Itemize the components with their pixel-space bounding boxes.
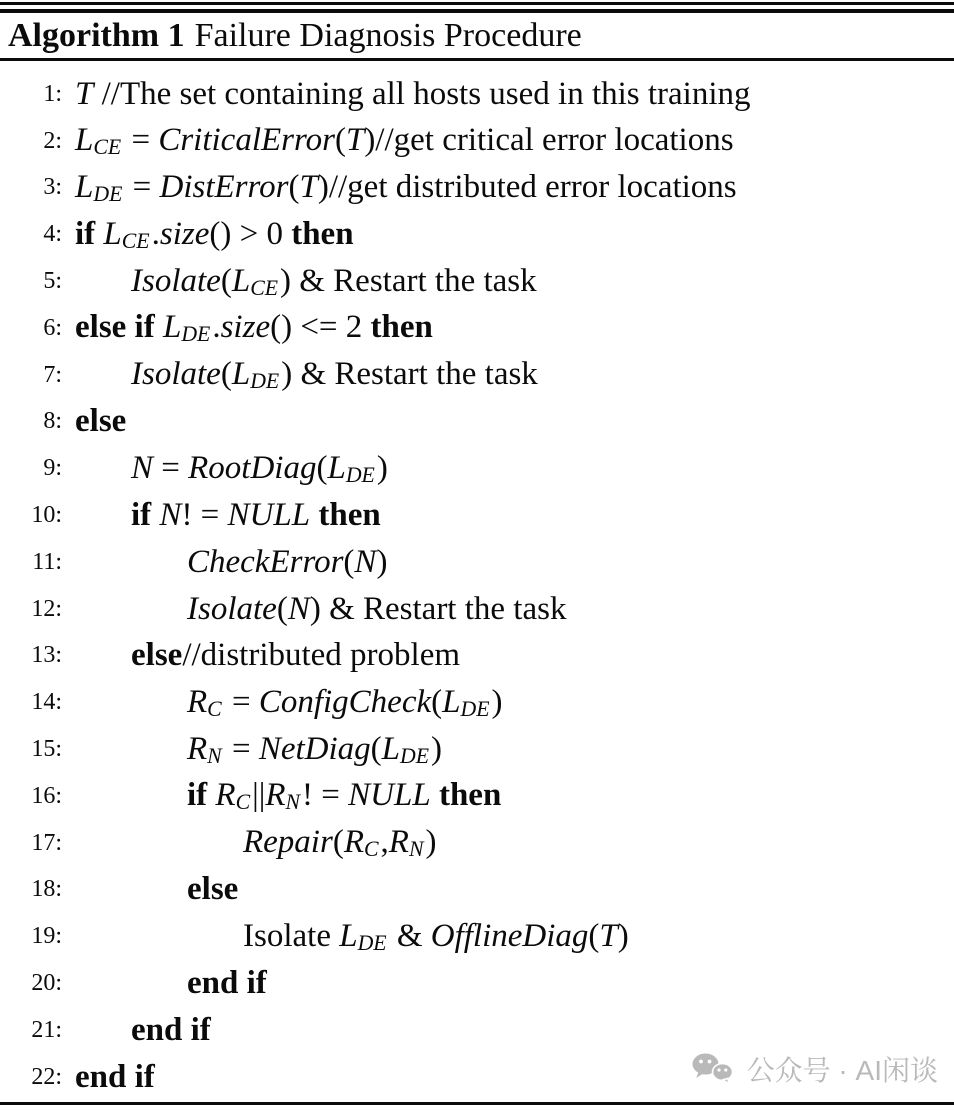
code-segment: () > 0 — [209, 215, 292, 252]
line-code — [75, 591, 566, 628]
line-code — [75, 263, 537, 301]
code-segment: ) — [617, 917, 629, 954]
code-segment: ( — [332, 824, 344, 861]
line-code — [75, 450, 388, 488]
code-segment: ! = — [181, 497, 228, 534]
wechat-icon — [691, 1052, 735, 1086]
code-segment: DE — [181, 322, 211, 347]
code-segment: if — [187, 777, 216, 814]
line-number: 3: — [43, 174, 62, 201]
code-segment: ( — [288, 169, 300, 206]
code-segment: Isolate — [131, 356, 221, 393]
line-code — [75, 731, 442, 769]
line-number: 18: — [31, 876, 62, 903]
algorithm-line — [0, 539, 954, 586]
line-number: 9: — [43, 455, 62, 482]
code-segment: & — [388, 917, 431, 954]
watermark-text: 公众号 · AI闲谈 — [746, 1055, 938, 1086]
line-number: 2: — [43, 127, 62, 154]
line-number: 11: — [32, 548, 62, 575]
code-segment: end if — [75, 1058, 155, 1095]
code-segment: L — [231, 356, 251, 393]
code-segment: N — [354, 543, 377, 580]
code-segment: end if — [187, 965, 267, 1002]
algorithm-label: Algorithm 1 — [8, 16, 185, 54]
code-segment: DE — [400, 743, 430, 768]
code-segment: Isolate — [131, 262, 221, 299]
code-segment: L — [339, 917, 358, 954]
code-segment: = — [124, 169, 160, 206]
code-segment: //The set containing all hosts used in this training — [93, 75, 751, 112]
line-code — [75, 965, 267, 1002]
line-code — [75, 1059, 155, 1096]
code-segment: R — [187, 683, 208, 720]
line-code — [75, 497, 381, 534]
line-code — [75, 1012, 211, 1049]
algorithm-line — [0, 211, 954, 258]
code-segment: OfflineDiag — [430, 917, 589, 954]
algorithm-line — [0, 71, 954, 118]
code-segment: C — [235, 790, 251, 815]
algorithm-line — [0, 118, 954, 165]
line-code — [75, 356, 538, 394]
code-segment: () <= 2 — [270, 309, 371, 346]
algorithm-line — [0, 445, 954, 492]
algorithm-line — [0, 1007, 954, 1054]
line-code — [75, 777, 501, 815]
code-segment: DE — [93, 181, 123, 206]
line-number: 19: — [31, 923, 62, 950]
line-number: 15: — [31, 736, 62, 763]
code-segment: R — [388, 824, 409, 861]
code-segment: ) — [376, 449, 388, 486]
code-segment: ConfigCheck — [258, 683, 432, 720]
code-segment: end if — [131, 1011, 211, 1048]
line-number: 10: — [31, 502, 62, 529]
code-segment: N — [159, 497, 182, 534]
code-segment: C — [364, 837, 379, 862]
algorithm-line — [0, 913, 954, 960]
code-segment: then — [370, 309, 433, 346]
algorithm-line — [0, 633, 954, 680]
algorithm-line — [0, 399, 954, 446]
code-segment: . — [151, 215, 160, 252]
code-segment: N — [287, 590, 310, 627]
code-segment: L — [442, 683, 461, 720]
code-segment: //distributed problem — [182, 637, 461, 674]
line-code — [75, 309, 433, 347]
code-segment: R — [265, 777, 286, 814]
code-segment: else — [75, 403, 127, 440]
code-segment: CE — [121, 228, 150, 253]
line-code — [75, 871, 238, 908]
algorithm-line — [0, 352, 954, 399]
code-segment: CriticalError — [158, 122, 335, 159]
code-segment: DE — [250, 369, 280, 394]
algorithm-line — [0, 960, 954, 1007]
code-segment: then — [291, 215, 354, 252]
code-segment: size — [220, 309, 271, 346]
code-segment: R — [187, 730, 208, 767]
line-number: 16: — [31, 782, 62, 809]
code-segment: = — [123, 122, 159, 159]
line-code — [75, 216, 354, 254]
algorithm-line — [0, 726, 954, 773]
code-segment: ) & Restart the task — [309, 590, 567, 627]
code-segment: || — [252, 777, 266, 814]
code-segment: ) & Restart the task — [280, 262, 537, 299]
code-segment: CheckError — [187, 543, 344, 580]
code-segment: Isolate — [243, 917, 340, 954]
code-segment: if — [131, 497, 160, 534]
code-segment: NULL — [227, 497, 311, 534]
code-segment: = — [153, 449, 189, 486]
line-code — [75, 824, 436, 862]
algorithm-line — [0, 492, 954, 539]
code-segment: then — [430, 777, 502, 814]
code-segment: L — [75, 122, 94, 159]
algorithm-title: Failure Diagnosis Procedure — [194, 16, 582, 54]
code-segment: ( — [370, 730, 382, 767]
algorithm-header — [0, 13, 954, 58]
line-code — [75, 122, 734, 160]
algorithm-line — [0, 258, 954, 305]
code-segment: )//get distributed error locations — [317, 169, 737, 206]
code-segment: ( — [588, 917, 600, 954]
line-number: 13: — [31, 642, 62, 669]
line-number: 20: — [31, 970, 62, 997]
code-segment: DistError — [159, 169, 289, 206]
line-code — [75, 637, 460, 674]
code-segment: else if — [75, 309, 163, 346]
line-number: 14: — [31, 689, 62, 716]
line-code — [75, 403, 126, 440]
line-code — [75, 684, 503, 722]
code-segment: DE — [357, 930, 387, 955]
code-segment: Isolate — [187, 590, 277, 627]
code-segment: ) & Restart the task — [281, 356, 538, 393]
code-segment: ( — [343, 543, 355, 580]
code-segment: DE — [460, 696, 490, 721]
code-segment: T — [599, 917, 618, 954]
code-segment: ( — [276, 590, 288, 627]
code-segment: = — [223, 730, 259, 767]
line-number: 22: — [31, 1063, 62, 1090]
code-segment: size — [159, 215, 210, 252]
line-number: 5: — [43, 268, 62, 295]
code-segment: L — [327, 449, 346, 486]
code-segment: T — [345, 122, 365, 159]
code-segment: else — [187, 871, 239, 908]
algorithm-line — [0, 586, 954, 633]
code-segment: . — [212, 309, 221, 346]
line-code — [75, 544, 387, 581]
code-segment: , — [380, 824, 389, 861]
line-code — [75, 918, 629, 956]
code-segment: N — [207, 743, 222, 768]
code-segment: CE — [93, 135, 122, 160]
algorithm-line — [0, 773, 954, 820]
code-segment: if — [75, 215, 104, 252]
algorithm-line — [0, 305, 954, 352]
code-segment: N — [131, 449, 154, 486]
code-segment: L — [381, 730, 401, 767]
algorithm-block — [0, 2, 954, 1111]
line-number: 7: — [43, 361, 62, 388]
code-segment: DE — [345, 462, 375, 487]
code-segment: T — [75, 75, 94, 112]
line-number: 1: — [43, 80, 62, 107]
code-segment: ( — [431, 683, 443, 720]
code-segment: L — [75, 169, 94, 206]
line-number: 4: — [43, 221, 62, 248]
algorithm-line — [0, 165, 954, 212]
code-segment: RootDiag — [188, 449, 317, 486]
code-segment: ( — [316, 449, 328, 486]
line-number: 21: — [31, 1016, 62, 1043]
line-number: 17: — [31, 829, 62, 856]
code-segment: N — [285, 790, 301, 815]
code-segment: ) — [431, 730, 443, 767]
code-segment: N — [408, 837, 424, 862]
code-segment: R — [215, 777, 236, 814]
algorithm-lines — [0, 61, 954, 1101]
code-segment: NULL — [348, 777, 431, 814]
code-segment: ) — [425, 824, 437, 861]
line-number: 8: — [43, 408, 62, 435]
code-segment: ( — [220, 262, 232, 299]
code-segment: ( — [334, 122, 346, 159]
code-segment: ) — [376, 543, 388, 580]
code-segment: T — [299, 169, 318, 206]
code-segment: ) — [491, 683, 503, 720]
line-number: 12: — [31, 595, 62, 622]
code-segment: else — [131, 637, 183, 674]
code-segment: L — [231, 262, 251, 299]
bottom-rule — [0, 1102, 954, 1105]
code-segment: then — [310, 497, 381, 534]
code-segment: ! = — [302, 777, 349, 814]
code-segment: C — [207, 696, 222, 721]
watermark — [691, 1049, 938, 1089]
code-segment: CE — [250, 275, 279, 300]
algorithm-line — [0, 820, 954, 867]
code-segment: = — [223, 683, 259, 720]
code-segment: NetDiag — [258, 730, 371, 767]
code-segment: ( — [220, 356, 232, 393]
code-segment: )//get critical error locations — [364, 122, 734, 159]
code-segment: L — [162, 309, 182, 346]
line-code — [75, 169, 737, 207]
code-segment: R — [343, 824, 364, 861]
algorithm-line — [0, 679, 954, 726]
code-segment: Repair — [243, 824, 333, 861]
algorithm-line — [0, 867, 954, 914]
code-segment: L — [103, 215, 122, 252]
line-code — [75, 76, 751, 113]
line-number: 6: — [43, 314, 62, 341]
